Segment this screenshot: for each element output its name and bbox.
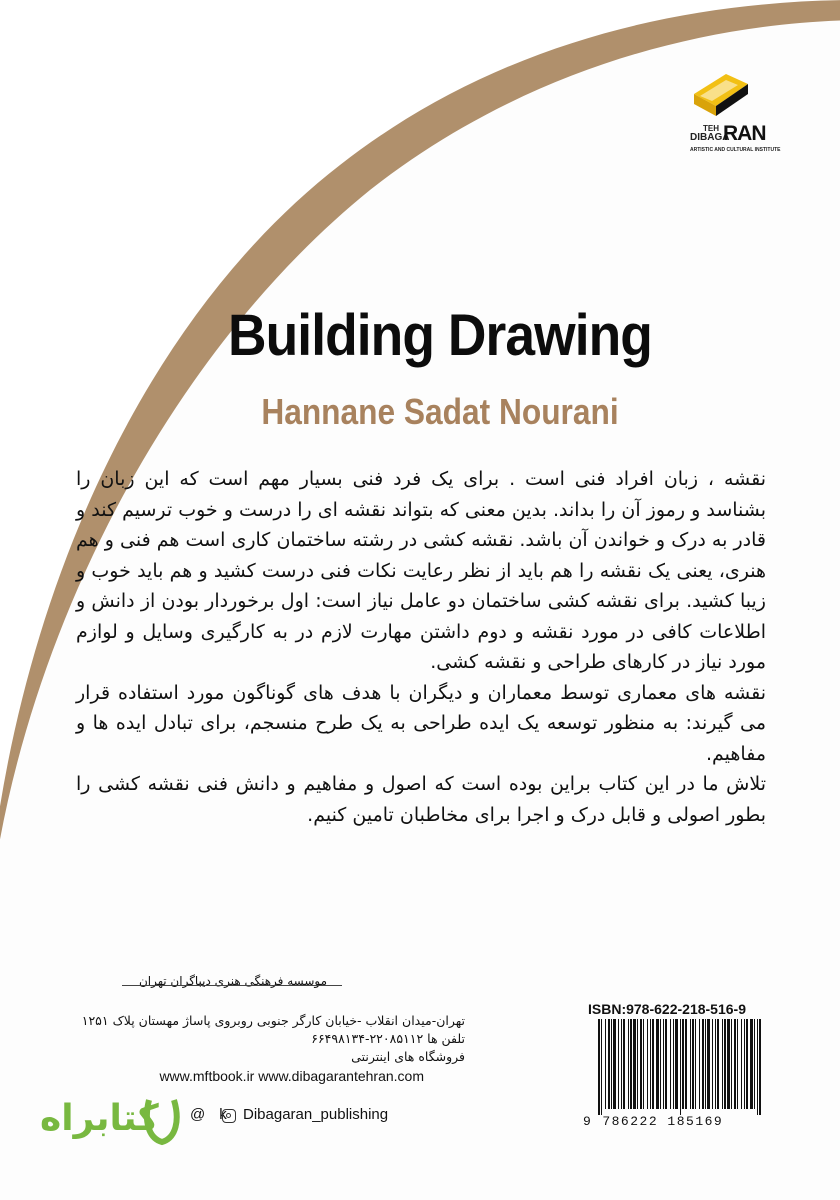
telegram-k: k bbox=[219, 1106, 227, 1123]
barcode-digits bbox=[583, 1114, 763, 1129]
ketabrah-watermark: کتابراه bbox=[40, 1098, 159, 1139]
publisher-divider bbox=[122, 985, 342, 986]
description-paragraph: نقشه ، زبان افراد فنی است . برای یک فرد فنی بسیار مهم است که این زبان را بشناسد و رموز آن را بداند. بدین معنی که بتواند نقشه ای را درست و خوب ترسیم کند و قادر به درک و خواندن آن باشد. نقشه کشی در رشته ساختمان کاری است هم فنی و هم هنری، یعنی یک نقشه را هم باید از نظر رعایت نکات فنی درست کشید و هم باید خوب و زیبا کشید. برای نقشه کشی ساختمان دو عامل نیاز است: اول برخوردار بودن از دانش و اطلاعات کافی در مورد نقشه و دوم داشتن مهارت لازم در به کارگیری وسایل و لوازم مورد نیاز در کارهای طراحی و نقشه کشی. bbox=[76, 468, 766, 673]
instagram-handle[interactable]: Dibagaran_publishing bbox=[243, 1106, 389, 1123]
barcode-digit-string: 786222 185169 bbox=[602, 1114, 724, 1129]
publisher-address: تهران-میدان انقلاب -خیابان کارگر جنوبی روبروی پاساژ مهستان پلاک ۱۲۵۱ bbox=[81, 1013, 465, 1028]
isbn-barcode bbox=[596, 1019, 764, 1117]
logo-text-teh: TEH bbox=[703, 124, 719, 133]
logo-subtitle: ARTISTIC AND CULTURAL INSTITUTE bbox=[690, 147, 781, 153]
book-title: Building Drawing bbox=[227, 303, 652, 368]
description-paragraph: تلاش ما در این کتاب براین بوده است که اصول و مفاهیم و دانش فنی نقشه کشی را بطور اصولی و قابل درک و اجرا برای مخاطبان تامین کنیم. bbox=[76, 773, 766, 826]
instagram-icon bbox=[222, 1109, 236, 1123]
book-description bbox=[76, 464, 766, 830]
publisher-websites[interactable]: www.mftbook.ir www.dibagarantehran.com bbox=[159, 1068, 424, 1084]
logo-text-ran: RAN bbox=[723, 122, 766, 145]
logo-text-dibaga: DIBAGA bbox=[690, 132, 730, 143]
telegram-at: @ bbox=[190, 1106, 206, 1123]
online-stores-label: فروشگاه های اینترنتی bbox=[351, 1049, 465, 1064]
barcode-lead-digit: 9 bbox=[583, 1114, 593, 1129]
description-paragraph: نقشه های معماری توسط معماران و دیگران با هدف های گوناگون مورد استفاده قرار می گیرند: به منظور توسعه یک ایده طراحی به یک طرح منسجم، برای تبادل ایده ها و مفاهیم. bbox=[76, 681, 766, 765]
isbn-label: ISBN:978-622-218-516-9 bbox=[588, 1001, 746, 1017]
publisher-phone: تلفن ها ۲۲۰۸۵۱۱۲-۶۶۴۹۸۱۳۴ bbox=[311, 1031, 465, 1046]
book-author: Hannane Sadat Nourani bbox=[261, 391, 619, 432]
publisher-address-block bbox=[40, 1012, 465, 1066]
publisher-name: موسسه فرهنگی هنری دیباگران تهران bbox=[138, 974, 328, 988]
